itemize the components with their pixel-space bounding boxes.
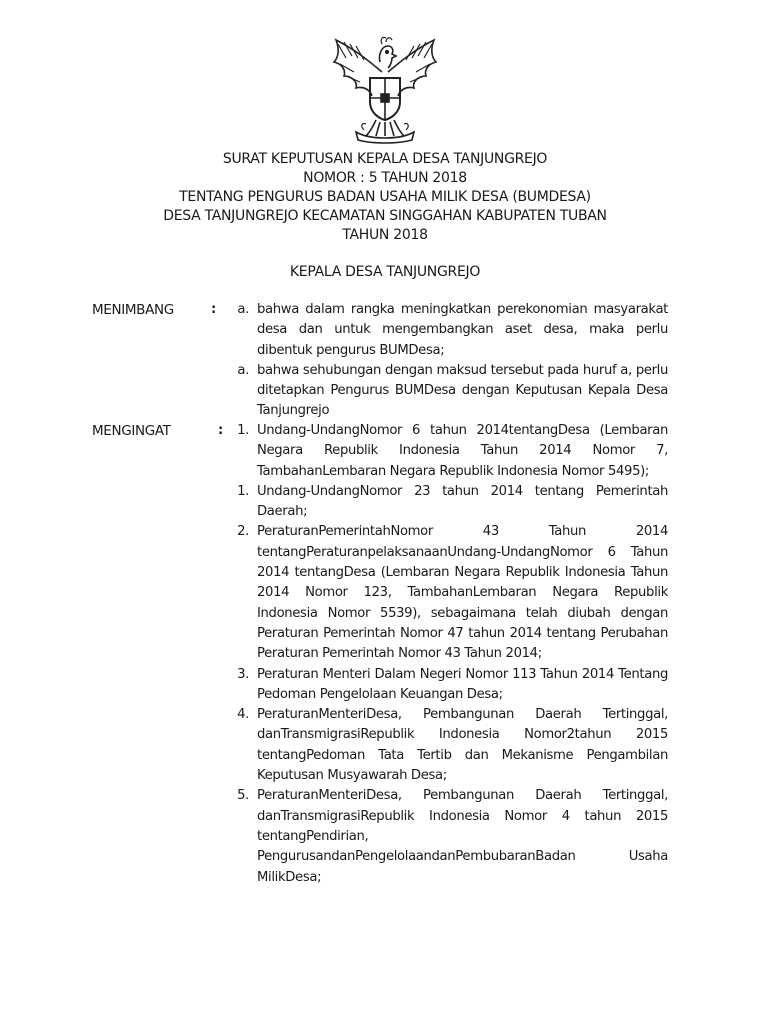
mengingat-label: MENGINGAT	[92, 423, 171, 439]
list-marker: 1.	[237, 423, 249, 438]
title-line-1: SURAT KEPUTUSAN KEPALA DESA TANJUNGREJO	[222, 151, 548, 167]
title-line-5: TAHUN 2018	[342, 227, 428, 243]
list-marker: 5.	[237, 788, 249, 804]
list-item-text: Undang-UndangNomor 23 tahun 2014 tentang Pemerintah Daerah;	[257, 483, 668, 520]
menimbang-label: MENIMBANG	[92, 302, 174, 318]
list-item	[227, 522, 668, 664]
list-item	[227, 705, 668, 786]
list-item	[227, 300, 668, 361]
list-item-text: PeraturanPemerintahNomor 43 Tahun 2014 tentangPeraturanpelaksanaanUndang-UndangNomor 6 Tahun 2014 tentangDesa (Lembaran Negara Republik Indonesia Tahun 2014 Nomor 123, TambahanLembaran Negara Republik Indonesia Nomor 5539), sebagaimana telah diubah dengan Peraturan Pemerintah Nomor 47 tahun 2014 tentang Perubahan Peraturan Pemerintah Nomor 43 Tahun 2014;	[257, 524, 668, 662]
list-item-text: Peraturan Menteri Dalam Negeri Nomor 113 Tahun 2014 Tentang Pedoman Pengelolaan Keuangan Desa;	[257, 666, 668, 702]
list-marker: a.	[237, 362, 249, 378]
list-marker: 4.	[237, 707, 249, 723]
title-line-2: NOMOR : 5 TAHUN 2018	[303, 170, 467, 186]
mengingat-section	[0, 421, 768, 888]
menimbang-section	[0, 300, 768, 422]
list-marker: 3.	[237, 666, 249, 682]
list-item	[227, 421, 668, 482]
list-item-text: bahwa sehubungan dengan maksud tersebut pada huruf a, perlu ditetapkan Pengurus BUMDesa dengan Keputusan Kepala Desa Tanjungrejo	[257, 362, 668, 419]
list-marker: 1.	[237, 483, 249, 499]
title-line-4: DESA TANJUNGREJO KECAMATAN SINGGAHAN KABUPATEN TUBAN	[163, 208, 607, 224]
list-item-text: Undang-UndangNomor 6 tahun 2014tentangDesa (Lembaran Negara Republik Indonesia Tahun 2014 Nomor 7, TambahanLembaran Negara Republik Indonesia Nomor 5495);	[257, 423, 668, 479]
list-item-text: bahwa dalam rangka meningkatkan perekonomian masyarakat desa dan untuk mengembangkan aset desa, maka perlu dibentuk pengurus BUMDesa;	[257, 302, 668, 358]
list-item-text: PeraturanMenteriDesa, Pembangunan Daerah Tertinggal, danTransmigrasiRepublik Indonesia Nomor2tahun 2015 tentangPedoman Tata Tertib dan Mekanisme Pengambilan Keputusan Musyawarah Desa;	[257, 707, 668, 784]
list-item-text: PeraturanMenteriDesa, Pembangunan Daerah Tertinggal, danTransmigrasiRepublik Indonesia Nomor 4 tahun 2015 tentangPendirian, PengurusandanPengelolaandanPembubaranBadan Usaha MilikDesa;	[257, 788, 668, 885]
menimbang-colon: :	[211, 302, 216, 317]
list-item	[227, 786, 668, 887]
list-item	[227, 482, 668, 523]
list-item	[227, 665, 668, 706]
garuda-emblem-icon	[326, 32, 444, 144]
list-marker: a.	[237, 302, 249, 317]
document-title	[100, 150, 670, 245]
issuer-heading: KEPALA DESA TANJUNGREJO	[289, 264, 481, 280]
list-marker: 2.	[237, 524, 249, 540]
mengingat-colon: :	[218, 423, 223, 438]
list-item	[227, 361, 668, 422]
title-line-3: TENTANG PENGURUS BADAN USAHA MILIK DESA (BUMDESA)	[179, 189, 591, 205]
